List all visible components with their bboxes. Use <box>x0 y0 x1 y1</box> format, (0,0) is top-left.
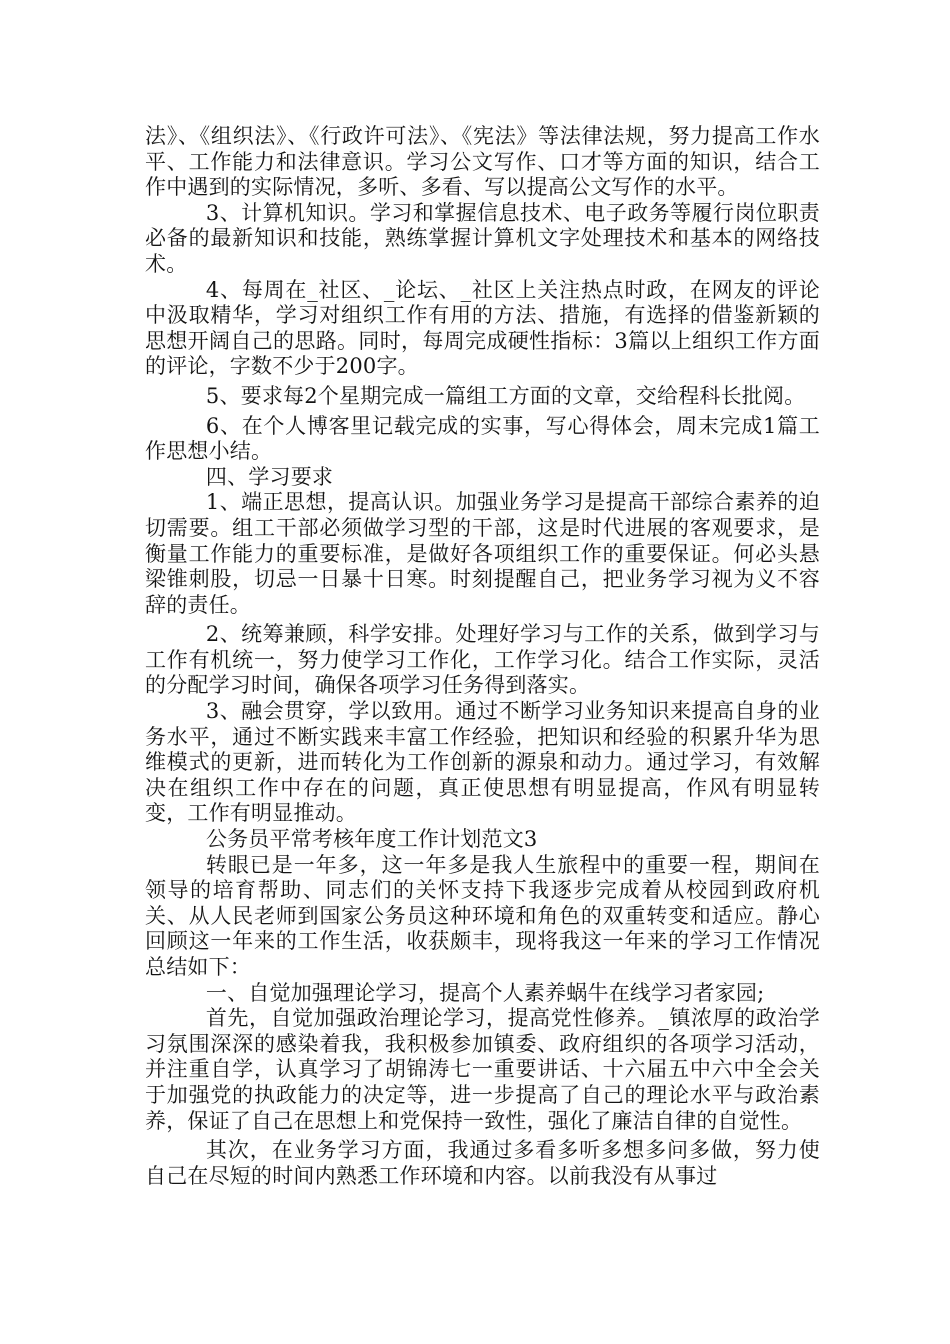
paragraph-laws-study: 法》、《组织法》、《行政许可法》、《宪法》等法律法规，努力提高工作水平、工作能力和法律意识。学习公文写作、口才等方面的知识，结合工作中遇到的实际情况，多听、多看、写以提高公文写作的水平。 <box>145 124 820 200</box>
paragraph-requirement-3: 3、融会贯穿，学以致用。通过不断学习业务知识来提高自身的业务水平，通过不断实践来丰富工作经验，把知识和经验的积累升华为思维模式的更新，进而转化为工作创新的源泉和动力。通过学习，有效解决在组织工作中存在的问题，真正使思想有明显提高，作风有明显转变，工作有明显推动。 <box>145 699 820 826</box>
document-page <box>145 124 820 1189</box>
paragraph-requirement-2: 2、统筹兼顾，科学安排。处理好学习与工作的关系，做到学习与工作有机统一，努力使学习工作化，工作学习化。结合工作实际，灵活的分配学习时间，确保各项学习任务得到落实。 <box>145 622 820 698</box>
document-section-title: 公务员平常考核年度工作计划范文3 <box>205 827 538 852</box>
section-heading-requirements: 四、学习要求 <box>205 464 334 489</box>
paragraph-item-4-weekly: 4、每周在_社区、_论坛、_社区上关注热点时政，在网友的评论中汲取精华，学习对组织工作有用的方法、措施，有选择的借鉴新颖的思想开阔自己的思路。同时，每周完成硬性指标：3篇以上组织工作方面的评论，字数不少于200字。 <box>145 277 820 379</box>
paragraph-second: 其次，在业务学习方面，我通过多看多听多想多问多做，努力使自己在尽短的时间内熟悉工作环境和内容。以前我没有从事过 <box>145 1138 820 1188</box>
paragraph-item-5-article: 5、要求每2个星期完成一篇组工方面的文章，交给程科长批阅。 <box>205 383 806 408</box>
paragraph-item-6-blog: 6、在个人博客里记载完成的实事，写心得体会，周末完成1篇工作思想小结。 <box>145 413 820 464</box>
paragraph-first: 首先，自觉加强政治理论学习，提高党性修养。_镇浓厚的政治学习氛围深深的感染着我，我积极参加镇委、政府组织的各项学习活动，并注重自学，认真学习了胡锦涛七一重要讲话、十六届五中六中全会关于加强党的执政能力的决定等，进一步提高了自己的理论水平与政治素养，保证了自己在思想上和党保持一致性，强化了廉洁自律的自觉性。 <box>145 1006 820 1133</box>
paragraph-item-3-computer: 3、计算机知识。学习和掌握信息技术、电子政务等履行岗位职责必备的最新知识和技能，熟练掌握计算机文字处理技术和基本的网络技术。 <box>145 200 820 276</box>
section-heading-theory: 一、自觉加强理论学习，提高个人素养蜗牛在线学习者家园; <box>205 980 765 1005</box>
paragraph-intro: 转眼已是一年多，这一年多是我人生旅程中的重要一程，期间在领导的培育帮助、同志们的关怀支持下我逐步完成着从校园到政府机关、从人民老师到国家公务员这种环境和角色的双重转变和适应。静心回顾这一年来的工作生活，收获颇丰，现将我这一年来的学习工作情况总结如下： <box>145 852 820 979</box>
paragraph-requirement-1: 1、端正思想，提高认识。加强业务学习是提高干部综合素养的迫切需要。组工干部必须做学习型的干部，这是时代进展的客观要求，是衡量工作能力的重要标准，是做好各项组织工作的重要保证。何必头悬梁锥刺股，切忌一日暴十日寒。时刻提醒自己，把业务学习视为义不容辞的责任。 <box>145 490 820 617</box>
